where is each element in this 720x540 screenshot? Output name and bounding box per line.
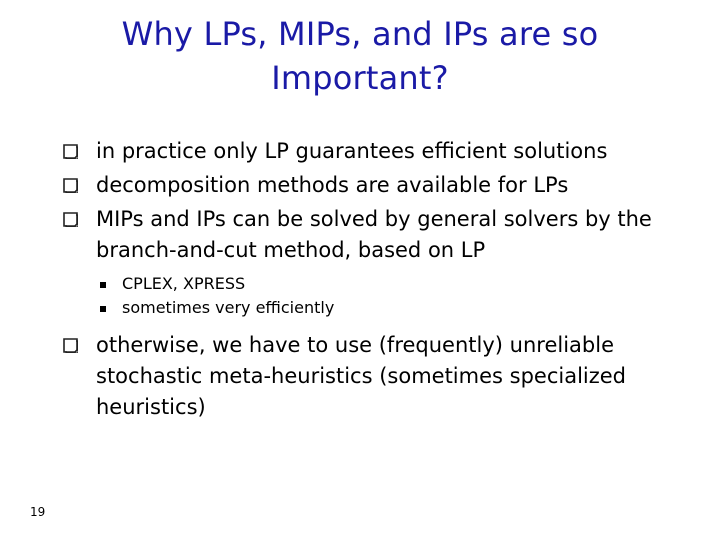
bullet-text: otherwise, we have to use (frequently) unreliable stochastic meta-heuristics (sometimes specialized heuristics)	[96, 333, 627, 419]
slide-title: Why LPs, MIPs, and IPs are so Important?	[121, 15, 599, 97]
bullet-item	[62, 204, 702, 266]
q-square-bullet-icon	[63, 212, 78, 227]
bullet-text: decomposition methods are available for LPs	[96, 173, 569, 197]
sub-bullet-text: CPLEX, XPRESS	[122, 274, 246, 293]
sub-bullet-list	[62, 272, 702, 320]
bullet-text: MIPs and IPs can be solved by general solvers by the branch-and-cut method, based on LP	[96, 207, 652, 262]
small-square-bullet-icon	[100, 306, 106, 312]
bullet-item	[62, 136, 702, 167]
bullet-item	[62, 330, 702, 423]
bullet-item	[62, 170, 702, 201]
sub-bullet-text: sometimes very efficiently	[122, 298, 335, 317]
small-square-bullet-icon	[100, 282, 106, 288]
bullet-text: in practice only LP guarantees efficient solutions	[96, 139, 608, 163]
sub-bullet-item	[62, 272, 702, 296]
q-square-bullet-icon	[63, 338, 78, 353]
q-square-bullet-icon	[63, 144, 78, 159]
sub-bullet-item	[62, 296, 702, 320]
page-number: 19	[30, 505, 46, 519]
q-square-bullet-icon	[63, 178, 78, 193]
bullet-list	[62, 136, 702, 426]
